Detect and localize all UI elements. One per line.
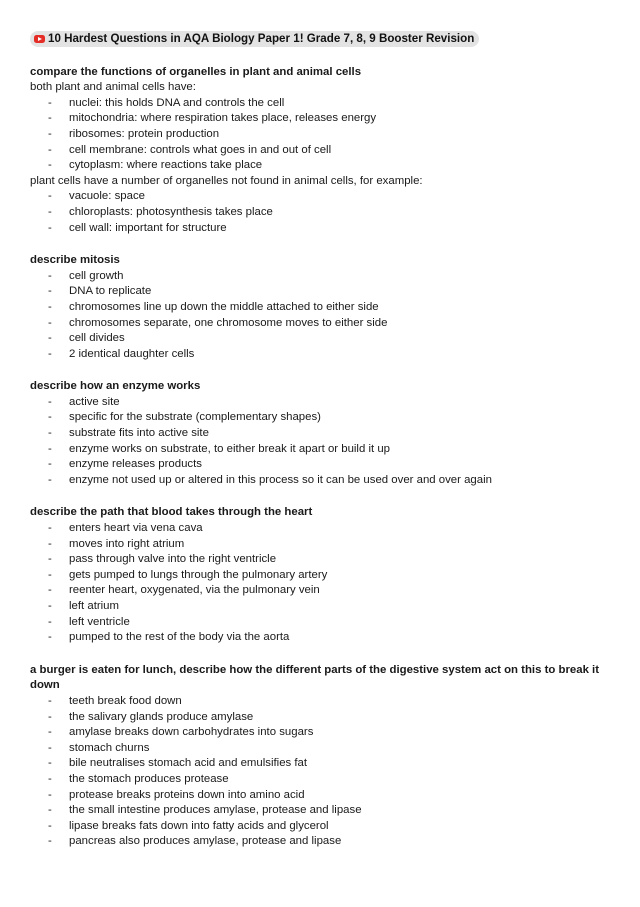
list-item: - amylase breaks down carbohydrates into sugars: [30, 725, 610, 741]
youtube-play-icon: [34, 35, 45, 43]
section-heading: a burger is eaten for lunch, describe how the different parts of the digestive system act on this to break it down: [30, 663, 600, 692]
note-section: [30, 65, 610, 237]
list-item: - cell membrane: controls what goes in and out of cell: [30, 143, 610, 159]
list-item: - the small intestine produces amylase, protease and lipase: [30, 803, 610, 819]
section-heading: describe the path that blood takes through the heart: [30, 506, 313, 519]
note-section: [30, 663, 610, 850]
list-item: - vacuole: space: [30, 189, 610, 205]
section-heading: describe how an enzyme works: [30, 380, 201, 393]
list-item: - enzyme not used up or altered in this process so it can be used over and over again: [30, 473, 610, 489]
list-item: - pass through valve into the right ventricle: [30, 552, 610, 568]
list-item: - left ventricle: [30, 615, 610, 631]
list-item: - enzyme releases products: [30, 457, 610, 473]
list-item: - lipase breaks fats down into fatty acids and glycerol: [30, 819, 610, 835]
document-page: [30, 31, 610, 850]
list-item: - cytoplasm: where reactions take place: [30, 158, 610, 174]
list-item: - enzyme works on substrate, to either break it apart or build it up: [30, 442, 610, 458]
bullet-list: [30, 269, 610, 363]
section-heading: compare the functions of organelles in plant and animal cells: [30, 65, 362, 78]
list-item: - reenter heart, oxygenated, via the pulmonary vein: [30, 583, 610, 599]
list-item: - DNA to replicate: [30, 284, 610, 300]
list-item: - cell wall: important for structure: [30, 221, 610, 237]
bullet-list: [30, 521, 610, 646]
list-item: - left atrium: [30, 599, 610, 615]
video-link-title: 10 Hardest Questions in AQA Biology Paper 1! Grade 7, 8, 9 Booster Revision: [48, 32, 475, 46]
section-heading: describe mitosis: [30, 254, 120, 267]
list-item: - ribosomes: protein production: [30, 127, 610, 143]
bullet-list: [30, 189, 610, 236]
list-item: - chromosomes line up down the middle attached to either side: [30, 300, 610, 316]
note-section: [30, 505, 610, 645]
list-item: - gets pumped to lungs through the pulmonary artery: [30, 568, 610, 584]
list-item: - protease breaks proteins down into amino acid: [30, 788, 610, 804]
bullet-list: [30, 395, 610, 489]
section-paragraph: both plant and animal cells have:: [30, 81, 196, 94]
bullet-list: [30, 694, 610, 850]
list-item: - bile neutralises stomach acid and emulsifies fat: [30, 756, 610, 772]
list-item: - substrate fits into active site: [30, 426, 610, 442]
list-item: - specific for the substrate (complementary shapes): [30, 410, 610, 426]
list-item: - nuclei: this holds DNA and controls the cell: [30, 96, 610, 112]
list-item: - the stomach produces protease: [30, 772, 610, 788]
list-item: - teeth break food down: [30, 694, 610, 710]
notes-body: [30, 65, 610, 850]
list-item: - enters heart via vena cava: [30, 521, 610, 537]
list-item: - chromosomes separate, one chromosome moves to either side: [30, 316, 610, 332]
list-item: - mitochondria: where respiration takes place, releases energy: [30, 111, 610, 127]
list-item: - pancreas also produces amylase, protease and lipase: [30, 834, 610, 850]
list-item: - active site: [30, 395, 610, 411]
list-item: - cell growth: [30, 269, 610, 285]
list-item: - the salivary glands produce amylase: [30, 710, 610, 726]
list-item: - 2 identical daughter cells: [30, 347, 610, 363]
list-item: - pumped to the rest of the body via the aorta: [30, 630, 610, 646]
list-item: - chloroplasts: photosynthesis takes place: [30, 205, 610, 221]
list-item: - moves into right atrium: [30, 537, 610, 553]
list-item: - cell divides: [30, 331, 610, 347]
list-item: - stomach churns: [30, 741, 610, 757]
section-paragraph: plant cells have a number of organelles not found in animal cells, for example:: [30, 174, 423, 187]
note-section: [30, 253, 610, 362]
video-link-chip[interactable]: [30, 31, 479, 47]
note-section: [30, 379, 610, 488]
bullet-list: [30, 96, 610, 174]
